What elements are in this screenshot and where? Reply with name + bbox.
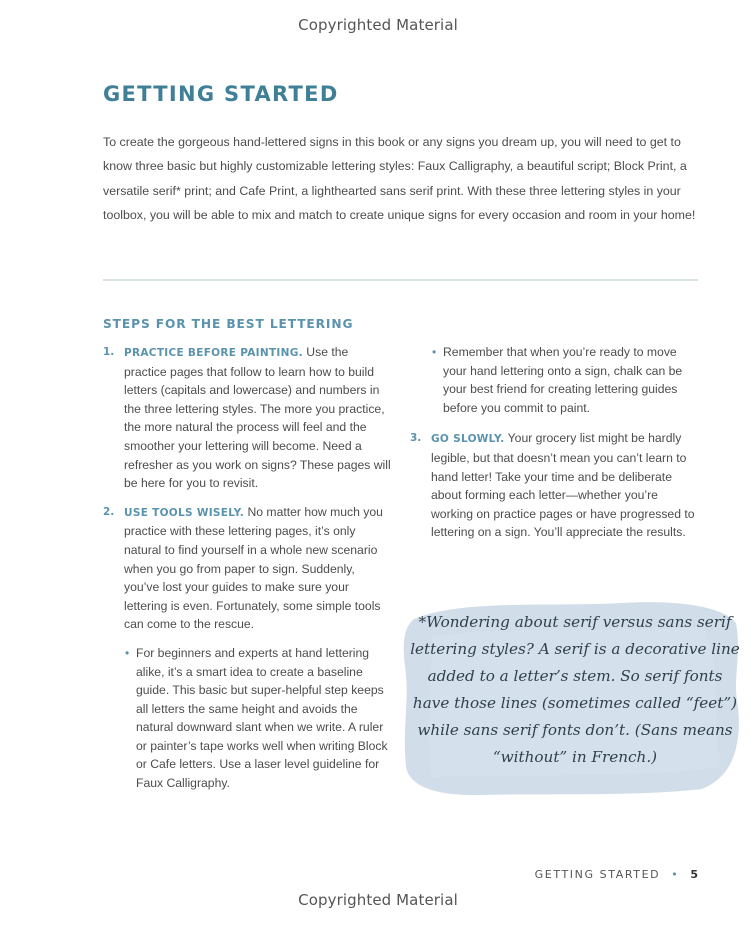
bullet-text: Remember that when you’re ready to move your hand lettering onto a sign, chalk can be your best friend for creating lettering guides before you commit to paint. bbox=[443, 345, 683, 415]
page-footer bbox=[535, 868, 698, 881]
step-number: 3. bbox=[410, 432, 422, 445]
bullet-dot-icon: • bbox=[432, 345, 437, 359]
section-divider bbox=[103, 279, 698, 281]
intro-paragraph: To create the gorgeous hand-lettered signs in this book or any signs you dream up, you will need to get to know three basic but highly customizable lettering styles: Faux Calligraphy, a beautiful script; Block Print, a versatile serif* print; and Cafe Print, a lighthearted sans serif print. With these three lettering styles in your toolbox, you will be able to mix and match to create unique signs for every occasion and room in your home! bbox=[103, 135, 696, 222]
bullet-dot-icon: • bbox=[125, 645, 130, 660]
step-number: 2. bbox=[103, 505, 115, 518]
copyright-notice-bottom: Copyrighted Material bbox=[298, 891, 458, 909]
step-1 bbox=[103, 343, 393, 493]
step-2 bbox=[103, 503, 393, 634]
page-number: 5 bbox=[690, 868, 698, 881]
step-body: No matter how much you practice with these lettering pages, it’s only natural to find yourself in a whole new scenario when you go from paper to sign. Suddenly, you’ve lost your guides to make sure your lettering is even. Fortunately, some simple tools can come to the rescue. bbox=[124, 504, 383, 632]
step-3 bbox=[410, 429, 700, 542]
bullet-text: For beginners and experts at hand lettering alike, it’s a smart idea to create a baseline guide. This basic but super-helpful step keeps all letters the same height and avoids the natural downward slant when we write. A ruler or painter’s tape works well when writing Block or Cafe letters. Use a laser level guideline for Faux Calligraphy. bbox=[136, 645, 388, 791]
footer-section: GETTING STARTED bbox=[534, 868, 661, 881]
footer-dot-icon: • bbox=[671, 868, 680, 881]
serif-callout bbox=[402, 597, 740, 797]
copyright-notice-top: Copyrighted Material bbox=[298, 16, 458, 34]
step-number: 1. bbox=[103, 346, 115, 358]
step-body: Your grocery list might be hardly legible, but that doesn’t mean you can’t learn to hand letter! Take your time and be deliberate about forming each letter—whether you’re working on practice pages or have progressed to lettering on a sign. You’ll appreciate the results. bbox=[431, 431, 695, 540]
callout-text: *Wondering about serif versus sans serif lettering styles? A serif is a decorative line added to a letter’s stem. So serif fonts have those lines (sometimes called “feet”) while sans serif fonts don’t. (Sans means “without” in French.) bbox=[410, 613, 740, 766]
left-column bbox=[103, 343, 393, 803]
step-heading: GO SLOWLY. bbox=[431, 433, 505, 446]
step-body: Use the practice pages that follow to learn how to build letters (capitals and lowercase) and numbers in the three lettering styles. The more you practice, the more natural the process will feel and the smoother your lettering will become. Need a refresher as you work on signs? These pages will be here for you to revisit. bbox=[124, 345, 391, 491]
step-heading: USE TOOLS WISELY. bbox=[124, 506, 245, 519]
step-2-bullet-2 bbox=[410, 343, 700, 417]
page-title: GETTING STARTED bbox=[103, 82, 339, 106]
step-heading: PRACTICE BEFORE PAINTING. bbox=[124, 347, 303, 359]
right-column bbox=[410, 343, 700, 552]
step-2-bullet-1 bbox=[103, 644, 393, 793]
steps-heading: STEPS FOR THE BEST LETTERING bbox=[103, 317, 354, 331]
